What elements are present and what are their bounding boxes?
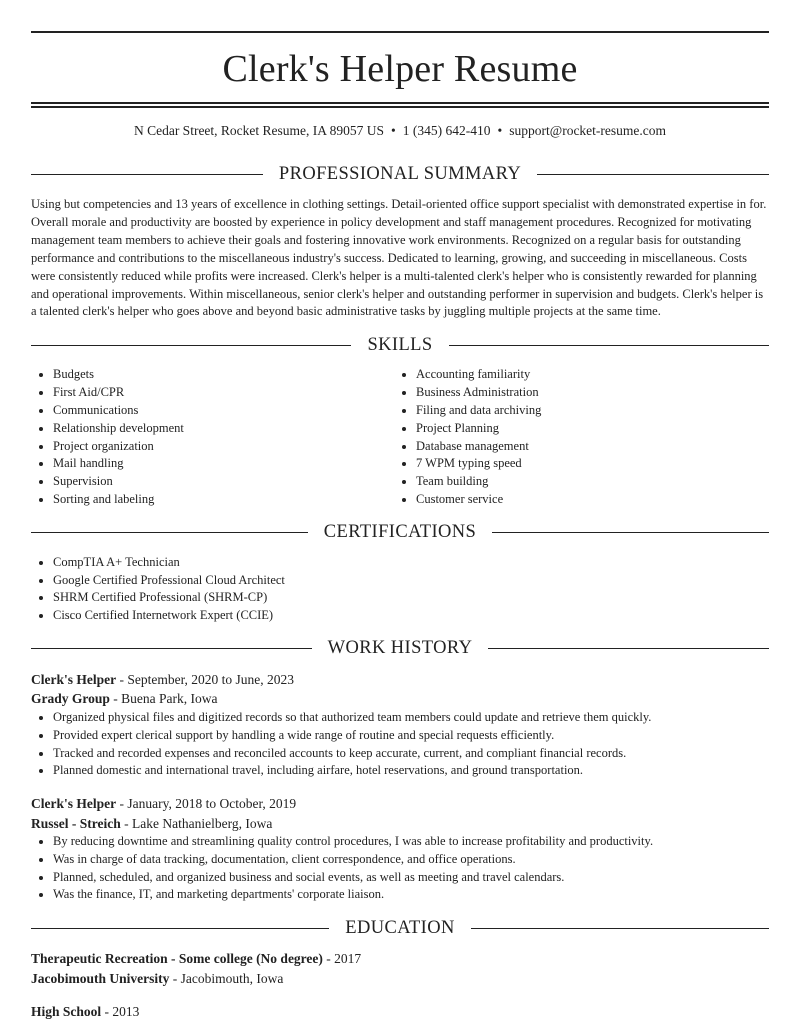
job-duty: • Was the finance, IT, and marketing departments' corporate liaison. — [53, 886, 769, 904]
certifications-list — [31, 554, 769, 625]
heading-rule — [492, 532, 769, 533]
skill-item: • Customer service — [416, 491, 757, 509]
skills-right-column — [394, 366, 757, 508]
contact-separator: • — [391, 123, 396, 138]
heading-rule — [31, 928, 329, 929]
work-heading: WORK HISTORY — [327, 638, 473, 659]
job-title-line — [31, 794, 769, 814]
job-duty: • Tracked and recorded expenses and reconciled accounts to keep accurate, current, and compliant financial records. — [53, 745, 769, 763]
heading-rule — [449, 345, 769, 346]
skill-item: • Accounting familiarity — [416, 366, 757, 384]
heading-rule — [31, 345, 351, 346]
job-title: Clerk's Helper — [31, 671, 117, 687]
job-company-line — [31, 814, 769, 834]
education-school-line — [31, 969, 769, 989]
job-location: - Lake Nathanielberg, Iowa — [120, 815, 273, 831]
education-degree-line — [31, 949, 769, 969]
summary-heading: PROFESSIONAL SUMMARY — [278, 163, 522, 184]
education-school: Jacobimouth University — [31, 970, 170, 986]
skills-columns — [31, 366, 769, 508]
skill-item: • First Aid/CPR — [53, 384, 394, 402]
certification-item: • SHRM Certified Professional (SHRM-CP) — [53, 589, 769, 607]
education-year: - 2013 — [101, 1004, 140, 1020]
resume-page — [31, 0, 769, 1022]
skill-item: • Filing and data archiving — [416, 402, 757, 420]
skill-item: • Project Planning — [416, 420, 757, 438]
top-rule — [31, 31, 769, 33]
certification-item: • CompTIA A+ Technician — [53, 554, 769, 572]
section-heading-summary — [31, 164, 769, 184]
certification-item: • Google Certified Professional Cloud Architect — [53, 572, 769, 590]
job-company: Russel - Streich — [31, 815, 121, 831]
job-company-line — [31, 689, 769, 709]
skill-item: • Mail handling — [53, 455, 394, 473]
heading-rule — [537, 174, 769, 175]
skill-item: • 7 WPM typing speed — [416, 455, 757, 473]
skill-item: • Budgets — [53, 366, 394, 384]
skill-item: • Team building — [416, 473, 757, 491]
education-degree-line — [31, 1002, 769, 1022]
heading-rule — [31, 532, 308, 533]
certifications-heading: CERTIFICATIONS — [323, 522, 477, 543]
skill-item: • Database management — [416, 438, 757, 456]
skills-left-column — [31, 366, 394, 508]
job-duty: • Planned domestic and international travel, including airfare, hotel reservations, and ground transportation. — [53, 762, 769, 780]
skills-heading: SKILLS — [367, 334, 433, 355]
education-heading: EDUCATION — [345, 917, 455, 938]
education-entry — [31, 949, 769, 988]
job-entry — [31, 794, 769, 904]
education-entries — [31, 949, 769, 1022]
job-duties-list — [31, 709, 769, 780]
title-double-rule — [31, 102, 769, 108]
heading-rule — [471, 928, 769, 929]
skill-item: • Supervision — [53, 473, 394, 491]
education-location: - Jacobimouth, Iowa — [169, 970, 284, 986]
job-company: Grady Group — [31, 691, 110, 707]
skill-item: • Communications — [53, 402, 394, 420]
education-year: - 2017 — [322, 951, 362, 967]
job-title-line — [31, 670, 769, 690]
skill-item: • Business Administration — [416, 384, 757, 402]
job-duty: • Organized physical files and digitized records so that authorized team members could update and retrieve them quickly. — [53, 709, 769, 727]
job-dates: - January, 2018 to October, 2019 — [116, 796, 297, 812]
skill-item: • Project organization — [53, 438, 394, 456]
job-duty: • Provided expert clerical support by handling a wide range of routine and special requests efficiently. — [53, 727, 769, 745]
resume-title: Clerk's Helper Resume — [222, 48, 578, 90]
job-title: Clerk's Helper — [31, 796, 117, 812]
job-duty: • By reducing downtime and streamlining quality control procedures, I was able to increase profitability and productivity. — [53, 833, 769, 851]
work-entries — [31, 670, 769, 904]
skills-right-list — [394, 366, 757, 508]
section-heading-education — [31, 918, 769, 938]
contact-address: N Cedar Street, Rocket Resume, IA 89057 US — [133, 123, 385, 138]
section-heading-work — [31, 639, 769, 659]
summary-text: Using but competencies and 13 years of excellence in clothing settings. Detail-oriented office support specialist with demonstrated expertise in for. Overall morale and productivity are boosted by experience in policy development and staff management procedures. Recognized for motivating management team members to achieve their goals and fostering innovative work environments. Recognized on a regular basis for outstanding performance and contributions to the miscellaneous industry's success. Dedicated to learning, growing, and succeeding in miscellaneous. Costs were consistently reduced while profits were increased. Clerk's helper is a multi-talented clerk's helper who is consistently rewarded for planning and operational improvements. Within miscellaneous, senior clerk's helper and outstanding performer in supervision and budgets. Clerk's helper is a talented clerk's helper who goes above and beyond basic administrative tasks by juggling multiple projects at the same time. — [31, 197, 767, 319]
contact-email: support@rocket-resume.com — [509, 123, 667, 138]
heading-rule — [31, 174, 263, 175]
certification-item: • Cisco Certified Internetwork Expert (CCIE) — [53, 607, 769, 625]
education-degree: Therapeutic Recreation - Some college (No degree) — [31, 951, 323, 967]
heading-rule — [488, 648, 769, 649]
job-location: - Buena Park, Iowa — [109, 691, 218, 707]
job-duties-list — [31, 833, 769, 904]
section-heading-certifications — [31, 523, 769, 543]
skill-item: • Sorting and labeling — [53, 491, 394, 509]
job-dates: - September, 2020 to June, 2023 — [116, 671, 295, 687]
section-heading-skills — [31, 335, 769, 355]
education-degree: High School — [31, 1004, 102, 1020]
contact-phone: 1 (345) 642-410 — [402, 123, 491, 138]
job-duty: • Planned, scheduled, and organized business and social events, as well as meeting and travel calendars. — [53, 869, 769, 887]
job-entry — [31, 670, 769, 780]
skills-left-list — [31, 366, 394, 508]
job-duty: • Was in charge of data tracking, documentation, client correspondence, and office operations. — [53, 851, 769, 869]
skill-item: • Relationship development — [53, 420, 394, 438]
contact-separator: • — [497, 123, 503, 138]
heading-rule — [31, 648, 312, 649]
contact-line — [31, 123, 769, 141]
education-entry — [31, 1002, 769, 1022]
